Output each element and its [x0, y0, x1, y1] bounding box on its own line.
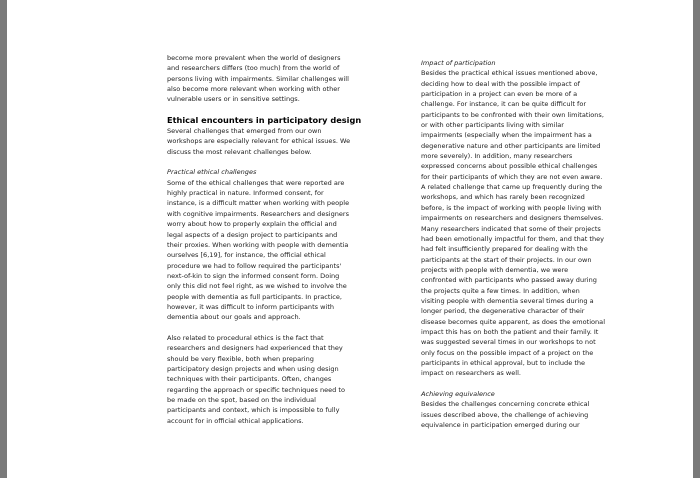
- text-line: vulnerable users or in sensitive settings.: [167, 95, 300, 104]
- text-line: next-of-kin to sign the informed consent form. Doing: [167, 271, 340, 280]
- subheading-equivalence: Achieving equivalence: [421, 390, 495, 398]
- text-line: Many researchers indicated that some of their projects: [421, 224, 601, 233]
- procedural-paragraph: [167, 333, 367, 426]
- practical-paragraph: [167, 178, 367, 323]
- text-line: participatory design projects and when using design: [167, 364, 339, 373]
- text-line: longer period, the degenerative character of their: [421, 307, 585, 316]
- text-line: people with dementia as full participants. In practice,: [167, 292, 342, 301]
- text-line: workshops are especially relevant for ethical issues. We: [167, 137, 351, 146]
- text-line: participants and context, which is impossible to fully: [167, 406, 340, 415]
- intro-paragraph: [167, 53, 367, 105]
- text-line: however, it was difficult to inform participants with: [167, 302, 335, 311]
- text-line: dementia about our goals and approach.: [167, 313, 301, 322]
- text-line: be made on the spot, based on the individual: [167, 396, 316, 404]
- text-line: for their participants of which they are not even aware.: [421, 172, 603, 181]
- text-line: researchers and designers had experienced that they: [167, 344, 343, 353]
- text-line: issues described above, the challenge of achieving: [421, 410, 589, 419]
- text-line: with cognitive impairments. Researchers and designers: [167, 209, 350, 218]
- document-page: [7, 0, 693, 478]
- text-line: regarding the approach or specific techniques need to: [167, 385, 345, 394]
- text-line: impact this has on both the patient and their family. It: [421, 327, 599, 336]
- text-line: more severely). In addition, many researchers: [421, 152, 573, 161]
- text-line: also become more relevant when working with other: [167, 85, 340, 94]
- text-line: become more prevalent when the world of designers: [167, 54, 341, 62]
- text-line: workshops, and which has rarely been recognized: [421, 193, 585, 202]
- text-line: Besides the challenges concerning concrete ethical: [421, 400, 590, 409]
- text-line: deciding how to deal with the possible impact of: [421, 79, 580, 88]
- text-line: or with other participants living with similar: [421, 121, 564, 130]
- text-line: had felt insufficiently prepared for dealing with the: [421, 245, 588, 254]
- text-line: only focus on the possible impact of a project on the: [421, 348, 594, 357]
- text-line: instance, is a difficult matter when working with people: [167, 199, 350, 208]
- text-line: projects with people with dementia, we were: [421, 265, 569, 274]
- section-heading: Ethical encounters in participatory design: [167, 115, 362, 126]
- text-line: should be very flexible, both when preparing: [167, 354, 314, 363]
- text-line: challenge. For instance, it can be quite difficult for: [421, 100, 587, 109]
- text-line: Several challenges that emerged from our own: [167, 127, 322, 136]
- text-line: participants in ethical approval, but to include the: [421, 358, 586, 367]
- impact-paragraph: [421, 68, 621, 378]
- left-column: [167, 53, 367, 426]
- text-line: A related challenge that came up frequently during the: [421, 183, 603, 192]
- text-line: before, is the impact of working with people living with: [421, 203, 602, 212]
- text-line: disease becomes quite apparent, as does the emotional: [421, 317, 606, 326]
- text-line: participants to be confronted with their own limitations,: [421, 110, 604, 119]
- text-line: degenerative nature and other participants are limited: [421, 141, 601, 150]
- text-line: impairments (especially when the impairment has a: [421, 131, 592, 140]
- equivalence-paragraph: [421, 399, 621, 430]
- text-line: participants at the start of their projects. In our own: [421, 255, 592, 264]
- text-line: techniques with their participants. Often, changes: [167, 375, 332, 384]
- text-line: highly practical in nature. Informed consent, for: [167, 189, 324, 198]
- subheading-practical: Practical ethical challenges: [167, 168, 257, 177]
- text-line: and researchers differs (too much) from the world of: [167, 64, 340, 73]
- text-line: visiting people with dementia several times during a: [421, 296, 594, 305]
- text-line: was suggested several times in our workshops to not: [421, 338, 596, 347]
- text-line: equivalence in participation emerged during our: [421, 421, 580, 430]
- text-line: Besides the practical ethical issues mentioned above,: [421, 69, 598, 78]
- text-line: legal aspects of a design project to participants and: [167, 230, 338, 239]
- subheading-impact: Impact of participation: [421, 59, 496, 67]
- text-line: confronted with participants who passed away during: [421, 276, 597, 285]
- text-line: only this did not feel right, as we wished to involve the: [167, 282, 347, 291]
- text-line: impact on researchers as well.: [421, 369, 521, 378]
- text-line: Some of the ethical challenges that were reported are: [167, 178, 345, 187]
- text-line: had been emotionally impactful for them, and that they: [421, 234, 605, 243]
- text-line: account for in official ethical applications.: [167, 416, 304, 425]
- right-column: [421, 58, 621, 430]
- text-line: persons living with impairments. Similar challenges will: [167, 74, 349, 83]
- text-line: the projects quite a few times. In addition, when: [421, 286, 580, 295]
- text-line: expressed concerns about possible ethical challenges: [421, 162, 598, 171]
- text-line: impairments on researchers and designers themselves.: [421, 214, 604, 223]
- text-line: discuss the most relevant challenges below.: [167, 147, 312, 156]
- text-line: their proxies. When working with people with dementia: [167, 240, 349, 249]
- text-line: procedure we had to follow required the participants': [167, 261, 342, 270]
- text-line: participation in a project can even be more of a: [421, 90, 578, 99]
- text-line: ourselves [6,19], for instance, the official ethical: [167, 251, 326, 260]
- section-intro-paragraph: [167, 126, 367, 157]
- text-line: Also related to procedural ethics is the fact that: [167, 333, 324, 342]
- text-line: worry about how to properly explain the official and: [167, 220, 337, 229]
